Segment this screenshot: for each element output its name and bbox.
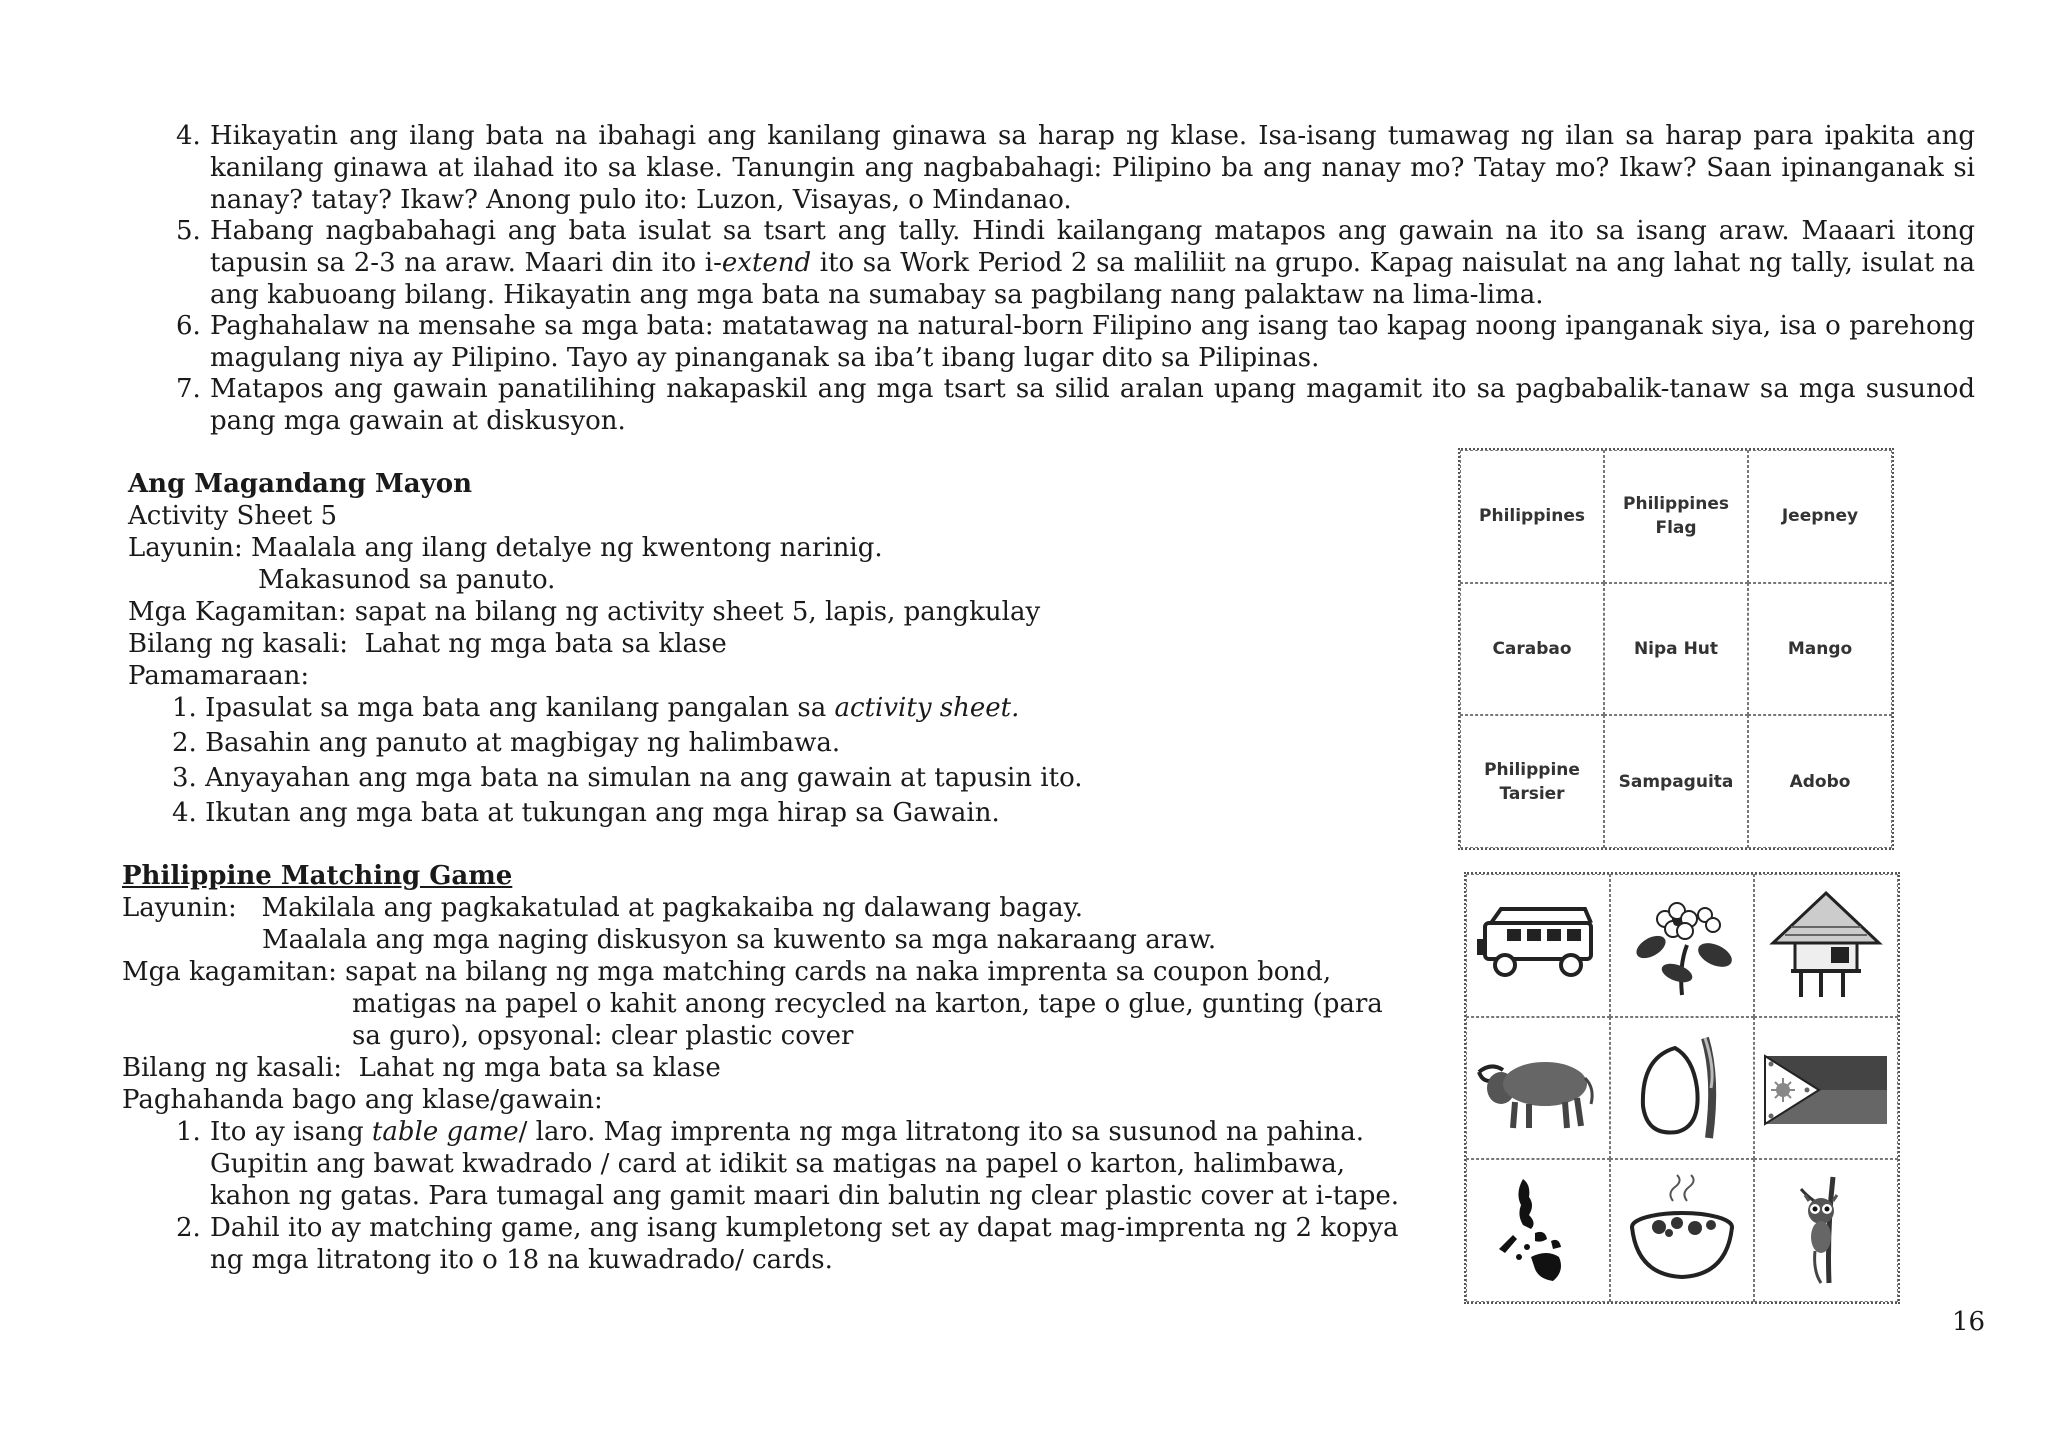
picture-card bbox=[1754, 1017, 1898, 1160]
adobo-icon bbox=[1617, 1171, 1747, 1291]
word-card: Philippine Tarsier bbox=[1460, 715, 1604, 848]
bilang-ng-kasali: Bilang ng kasali: Lahat ng mga bata sa klase bbox=[122, 1053, 721, 1083]
word-card: Philippines bbox=[1460, 450, 1604, 583]
step-text: Matapos ang gawain panatilihing nakapaskil ang mga tsart sa silid aralan upang magamit ito sa pagbabalik-tanaw sa mga susunod pang mga gawain at diskusyon. bbox=[210, 374, 1975, 436]
procedure-step: 1. Ipasulat sa mga bata ang kanilang pangalan sa activity sheet. bbox=[172, 693, 1020, 723]
section-title: Philippine Matching Game bbox=[122, 861, 513, 891]
word-card: Jeepney bbox=[1748, 450, 1892, 583]
step-number: 2. bbox=[176, 1213, 201, 1243]
layunin: Layunin: Maalala ang ilang detalye ng kwentong narinig. bbox=[128, 533, 883, 563]
philippine-flag-icon bbox=[1761, 1028, 1891, 1148]
section-title: Ang Magandang Mayon bbox=[128, 469, 473, 499]
philippines-map-icon bbox=[1473, 1171, 1603, 1291]
layunin-continued: Maalala ang mga naging diskusyon sa kuwento sa mga nakaraang araw. bbox=[262, 925, 1217, 955]
mango-icon bbox=[1617, 1028, 1747, 1148]
word-card: Adobo bbox=[1748, 715, 1892, 848]
step-number: 7. bbox=[176, 374, 201, 404]
word-card: Philippines Flag bbox=[1604, 450, 1748, 583]
picture-card bbox=[1610, 1017, 1754, 1160]
step-number: 4. bbox=[176, 121, 201, 151]
paghahanda: Paghahanda bago ang klase/gawain: bbox=[122, 1085, 603, 1115]
procedure-step: 2. Basahin ang panuto at magbigay ng halimbawa. bbox=[172, 728, 841, 758]
layunin-continued: Makasunod sa panuto. bbox=[258, 565, 556, 595]
carabao-icon bbox=[1473, 1028, 1603, 1148]
picture-card bbox=[1610, 1159, 1754, 1302]
bilang-ng-kasali: Bilang ng kasali: Lahat ng mga bata sa klase bbox=[128, 629, 727, 659]
picture-card bbox=[1466, 874, 1610, 1017]
nipa-hut-icon bbox=[1761, 885, 1891, 1005]
step-text: Habang nagbabahagi ang bata isulat sa tsart ang tally. Hindi kailangang matapos ang gawain na ito sa isang araw. Maaari itong tapusin sa 2-3 na araw. Maari din ito i-extend ito sa Work Period 2 sa maliliit na grupo. Kapag naisulat na ang lahat ng tally, isulat na ang kabuoang bilang. Hikayatin ang mga bata na sumabay sa pagbilang nang palaktaw na lima-lima. bbox=[210, 216, 1975, 310]
word-card: Nipa Hut bbox=[1604, 583, 1748, 716]
activity-sheet-label: Activity Sheet 5 bbox=[128, 501, 338, 531]
pamamaraan: Pamamaraan: bbox=[128, 661, 310, 691]
step-number: 6. bbox=[176, 311, 201, 341]
step-text-continued: Gupitin ang bawat kwadrado / card at idikit sa matigas na papel o karton, halimbawa, bbox=[210, 1149, 1346, 1179]
step-number: 5. bbox=[176, 216, 201, 246]
procedure-step: 4. Ikutan ang mga bata at tukungan ang mga hirap sa Gawain. bbox=[172, 798, 1000, 828]
word-cards-grid bbox=[1458, 448, 1894, 850]
step-text-continued: kahon ng gatas. Para tumagal ang gamit maari din balutin ng clear plastic cover at i-tape. bbox=[210, 1181, 1400, 1211]
kagamitan-continued: sa guro), opsyonal: clear plastic cover bbox=[352, 1021, 854, 1051]
tarsier-icon bbox=[1761, 1171, 1891, 1291]
picture-cards-grid bbox=[1464, 872, 1900, 1304]
jeepney-icon bbox=[1473, 885, 1603, 1005]
step-number: 1. bbox=[176, 1117, 201, 1147]
picture-card bbox=[1610, 874, 1754, 1017]
step-text: Dahil ito ay matching game, ang isang kumpletong set ay dapat mag-imprenta ng 2 kopya bbox=[210, 1213, 1399, 1243]
picture-card bbox=[1754, 874, 1898, 1017]
step-text: Paghahalaw na mensahe sa mga bata: matatawag na natural-born Filipino ang isang tao kapag noong ipanganak siya, isa o parehong magulang niya ay Pilipino. Tayo ay pinanganak sa iba’t ibang lugar dito sa Pilipinas. bbox=[210, 311, 1975, 373]
sampaguita-icon bbox=[1617, 885, 1747, 1005]
kagamitan: Mga Kagamitan: sapat na bilang ng activity sheet 5, lapis, pangkulay bbox=[128, 597, 1041, 627]
step-text: Ito ay isang table game/ laro. Mag imprenta ng mga litratong ito sa susunod na pahina. bbox=[210, 1117, 1365, 1147]
procedure-step: 3. Anyayahan ang mga bata na simulan na ang gawain at tapusin ito. bbox=[172, 763, 1083, 793]
picture-card bbox=[1466, 1159, 1610, 1302]
kagamitan: Mga kagamitan: sapat na bilang ng mga matching cards na naka imprenta sa coupon bond, bbox=[122, 957, 1332, 987]
word-card: Sampaguita bbox=[1604, 715, 1748, 848]
step-text-continued: ng mga litratong ito o 18 na kuwadrado/ cards. bbox=[210, 1245, 833, 1275]
word-card: Carabao bbox=[1460, 583, 1604, 716]
step-text: Hikayatin ang ilang bata na ibahagi ang kanilang ginawa sa harap ng klase. Isa-isang tumawag ng ilan sa harap para ipakita ang kanilang ginawa at ilahad ito sa klase. Tanungin ang nagbabahagi: Pilipino ba ang nanay mo? Tatay mo? Ikaw? Saan ipinanganak si nanay? tatay? Ikaw? Anong pulo ito: Luzon, Visayas, o Mindanao. bbox=[210, 121, 1975, 215]
kagamitan-continued: matigas na papel o kahit anong recycled na karton, tape o glue, gunting (para bbox=[352, 989, 1383, 1019]
picture-card bbox=[1466, 1017, 1610, 1160]
page-number: 16 bbox=[1952, 1307, 1986, 1337]
layunin: Layunin: Makilala ang pagkakatulad at pagkakaiba ng dalawang bagay. bbox=[122, 893, 1084, 923]
word-card: Mango bbox=[1748, 583, 1892, 716]
picture-card bbox=[1754, 1159, 1898, 1302]
